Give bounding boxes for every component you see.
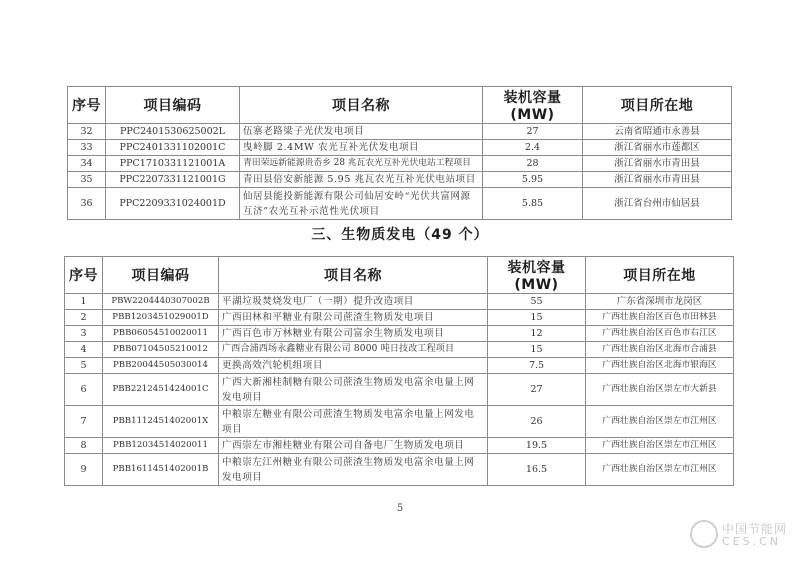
watermark-en-text: CES.CN: [722, 535, 782, 548]
section-title-biomass: 三、生物质发电（49 个）: [311, 227, 489, 243]
cell-location: 广西壮族自治区北海市银海区: [586, 358, 734, 374]
cell-name: 平湖垃圾焚烧发电厂（一期）提升改造项目: [219, 294, 488, 310]
table-row: [68, 156, 732, 172]
cell-code: PBB07104505210012: [103, 342, 219, 358]
col-header-code: 项目编码: [103, 257, 219, 294]
col-header-location: 项目所在地: [586, 257, 734, 294]
cell-name: 广西合浦西场永鑫糖业有限公司 8000 吨日技改工程项目: [219, 342, 488, 358]
cell-name: 中粮崇左糖业有限公司蔗渣生物质发电富余电量上网发电项目: [219, 406, 488, 438]
col-header-code: 项目编码: [106, 87, 240, 124]
table-row: [68, 140, 732, 156]
cell-location: 广西壮族自治区崇左市大新县: [586, 374, 734, 406]
cell-seq: 35: [68, 172, 106, 188]
col-header-seq: 序号: [68, 87, 106, 124]
cell-seq: 32: [68, 124, 106, 140]
table-row: [65, 294, 734, 310]
table-row: [68, 172, 732, 188]
cell-capacity: 16.5: [488, 454, 586, 486]
table-row: [65, 326, 734, 342]
col-header-capacity: 装机容量(MW): [488, 257, 586, 294]
cell-seq: 7: [65, 406, 103, 438]
cell-code: PBB2212451424001C: [103, 374, 219, 406]
cell-location: 广西壮族自治区百色市田林县: [586, 310, 734, 326]
pv-projects-table: [67, 86, 732, 220]
cell-code: PPC2209331024001D: [106, 188, 240, 220]
cell-seq: 2: [65, 310, 103, 326]
cell-capacity: 28: [483, 156, 583, 172]
cell-name: 青田县倍安新能源 5.95 兆瓦农光互补光伏电站项目: [240, 172, 483, 188]
table-row: [65, 342, 734, 358]
cell-name: 仙居县能投新能源有限公司仙居安岭“光伏共富网源互济”农光互补示范性光伏项目: [240, 188, 483, 220]
cell-seq: 9: [65, 454, 103, 486]
col-header-name: 项目名称: [240, 87, 483, 124]
cell-capacity: 5.95: [483, 172, 583, 188]
cell-capacity: 15: [488, 310, 586, 326]
cell-capacity: 15: [488, 342, 586, 358]
table-row: [68, 124, 732, 140]
cell-capacity: 2.4: [483, 140, 583, 156]
cell-seq: 34: [68, 156, 106, 172]
cell-seq: 6: [65, 374, 103, 406]
cell-name: 青田荣远新能源贵岙乡 28 兆瓦农光互补光伏电站工程项目: [240, 156, 483, 172]
cell-seq: 33: [68, 140, 106, 156]
cell-capacity: 19.5: [488, 438, 586, 454]
cell-location: 浙江省丽水市莲都区: [583, 140, 732, 156]
cell-capacity: 5.85: [483, 188, 583, 220]
cell-name: 广西百色市万林糖业有限公司富余生物质发电项目: [219, 326, 488, 342]
cell-code: PPC2401331102001C: [106, 140, 240, 156]
cell-code: PPC2207331121001G: [106, 172, 240, 188]
cell-capacity: 12: [488, 326, 586, 342]
cell-name: 广西崇左市湘桂糖业有限公司自备电厂生物质发电项目: [219, 438, 488, 454]
cell-location: 浙江省丽水市青田县: [583, 156, 732, 172]
watermark-logo-icon: [690, 520, 718, 548]
cell-location: 广东省深圳市龙岗区: [586, 294, 734, 310]
cell-seq: 5: [65, 358, 103, 374]
cell-name: 曳岭脚 2.4MW 农光互补光伏发电项目: [240, 140, 483, 156]
cell-location: 广西壮族自治区崇左市江州区: [586, 454, 734, 486]
watermark: [690, 518, 800, 558]
cell-code: PBB1203451029001D: [103, 310, 219, 326]
cell-location: 广西壮族自治区崇左市江州区: [586, 406, 734, 438]
cell-code: PPC1710331121001A: [106, 156, 240, 172]
cell-capacity: 26: [488, 406, 586, 438]
cell-location: 广西壮族自治区北海市合浦县: [586, 342, 734, 358]
cell-seq: 8: [65, 438, 103, 454]
cell-code: PBB12034514020011: [103, 438, 219, 454]
cell-code: PBB1112451402001X: [103, 406, 219, 438]
cell-name: 中粮崇左江州糖业有限公司蔗渣生物质发电富余电量上网发电项目: [219, 454, 488, 486]
page-number: 5: [396, 503, 404, 514]
table-header-row: [68, 87, 732, 124]
cell-code: PBB06054510020011: [103, 326, 219, 342]
cell-capacity: 55: [488, 294, 586, 310]
cell-code: PBB1611451402001B: [103, 454, 219, 486]
col-header-seq: 序号: [65, 257, 103, 294]
table-row: [65, 310, 734, 326]
watermark-cn-text: 中国节能网: [722, 522, 788, 536]
col-header-location: 项目所在地: [583, 87, 732, 124]
table-row: [68, 188, 732, 220]
cell-seq: 3: [65, 326, 103, 342]
cell-code: PPC2401530625002L: [106, 124, 240, 140]
table-header-row: [65, 257, 734, 294]
cell-seq: 4: [65, 342, 103, 358]
cell-name: 广西田林和平糖业有限公司蔗渣生物质发电项目: [219, 310, 488, 326]
cell-location: 云南省昭通市永善县: [583, 124, 732, 140]
cell-location: 浙江省丽水市青田县: [583, 172, 732, 188]
cell-seq: 36: [68, 188, 106, 220]
cell-location: 广西壮族自治区百色市右江区: [586, 326, 734, 342]
table-row: [65, 438, 734, 454]
col-header-name: 项目名称: [219, 257, 488, 294]
biomass-projects-table: [64, 256, 734, 486]
cell-name: 更换高效汽轮机组项目: [219, 358, 488, 374]
cell-capacity: 27: [488, 374, 586, 406]
cell-location: 广西壮族自治区崇左市江州区: [586, 438, 734, 454]
cell-seq: 1: [65, 294, 103, 310]
cell-capacity: 27: [483, 124, 583, 140]
table-row: [65, 358, 734, 374]
cell-code: PBB20044505030014: [103, 358, 219, 374]
cell-name: 伍寨老路梁子光伏发电项目: [240, 124, 483, 140]
cell-capacity: 7.5: [488, 358, 586, 374]
col-header-capacity: 装机容量(MW): [483, 87, 583, 124]
table-row: [65, 454, 734, 486]
cell-name: 广西大新湘桂制糖有限公司蔗渣生物质发电富余电量上网发电项目: [219, 374, 488, 406]
cell-location: 浙江省台州市仙居县: [583, 188, 732, 220]
cell-code: PBW2204440307002B: [103, 294, 219, 310]
table-row: [65, 374, 734, 406]
table-row: [65, 406, 734, 438]
